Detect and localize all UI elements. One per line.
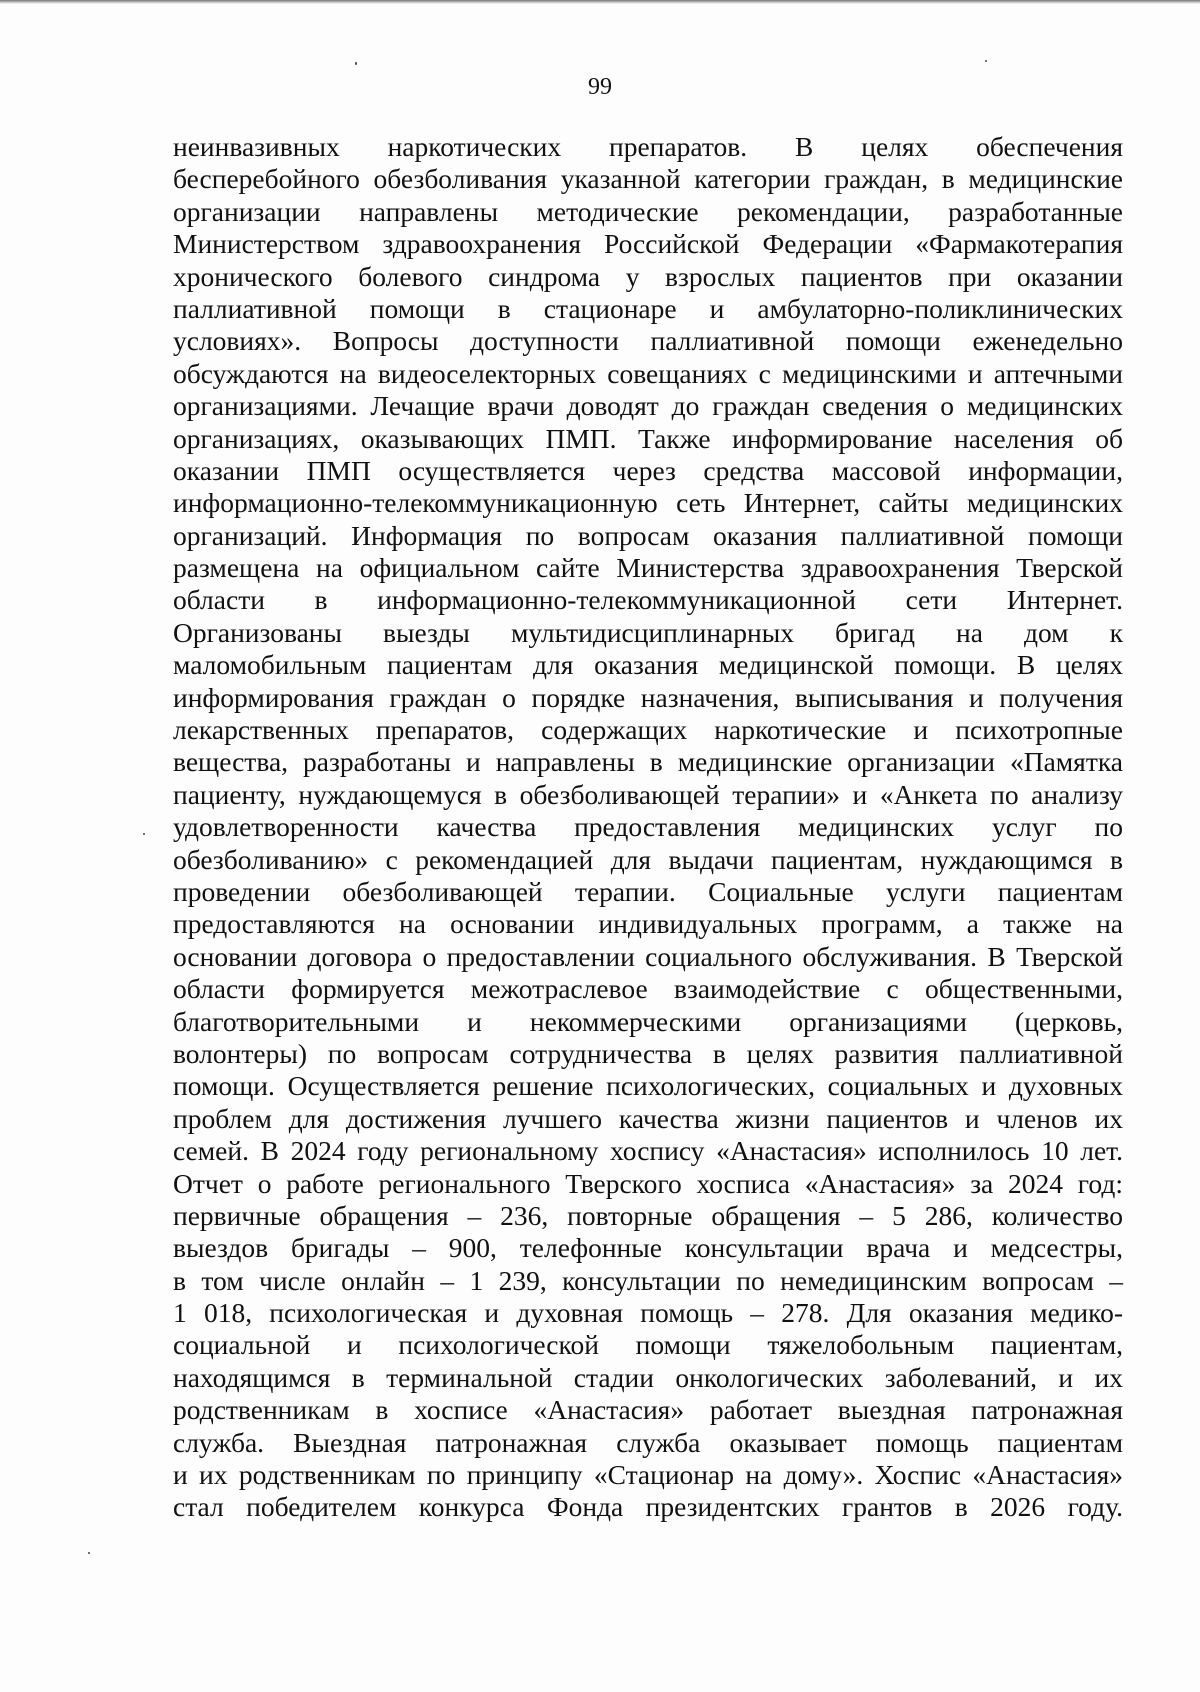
text-line: проведении обезболивающей терапии. Социальные услуги пациентам [173,875,1123,907]
text-line: пациенту, нуждающемуся в обезболивающей терапии» и «Анкета по анализу [173,778,1123,810]
scan-speck [985,60,987,62]
scan-speck [88,1552,90,1554]
page-number: 99 [588,74,612,100]
text-line: размещена на официальном сайте Министерства здравоохранения Тверской [173,552,1123,584]
text-line: семей. В 2024 году региональному хоспису «Анастасия» исполнилось 10 лет. [173,1135,1123,1167]
text-line: находящимся в терминальной стадии онкологических заболеваний, и их [173,1361,1123,1393]
text-line: стал победителем конкурса Фонда президентских грантов в 2026 году. [173,1491,1123,1523]
text-line: и их родственникам по принципу «Стационар на дому». Хоспис «Анастасия» [173,1459,1123,1491]
text-line: организациях, оказывающих ПМП. Также информирование населения об [173,422,1123,454]
text-line: выездов бригады – 900, телефонные консультации врача и медсестры, [173,1232,1123,1264]
text-line: помощи. Осуществляется решение психологических, социальных и духовных [173,1070,1123,1102]
text-line: проблем для достижения лучшего качества жизни пациентов и членов их [173,1102,1123,1134]
text-line: неинвазивных наркотических препаратов. В целях обеспечения [173,131,1123,162]
text-line: благотворительными и некоммерческими организациями (церковь, [173,1005,1123,1037]
text-line: служба. Выездная патронажная служба оказывает помощь пациентам [173,1426,1123,1458]
text-line: обсуждаются на видеоселекторных совещаниях с медицинскими и аптечными [173,357,1123,389]
text-line: предоставляются на основании индивидуальных программ, а также на [173,908,1123,940]
text-line: социальной и психологической помощи тяжелобольным пациентам, [173,1329,1123,1361]
text-line: маломобильным пациентам для оказания медицинской помощи. В целях [173,649,1123,681]
text-line: информирования граждан о порядке назначения, выписывания и получения [173,681,1123,713]
text-line: организаций. Информация по вопросам оказания паллиативной помощи [173,519,1123,551]
scan-speck [355,62,357,65]
text-line: организациями. Лечащие врачи доводят до граждан сведения о медицинских [173,390,1123,422]
text-line: Отчет о работе регионального Тверского хосписа «Анастасия» за 2024 год: [173,1167,1123,1199]
text-line: информационно-телекоммуникационную сеть Интернет, сайты медицинских [173,487,1123,519]
text-line: в том числе онлайн – 1 239, консультации по немедицинским вопросам – [173,1264,1123,1296]
text-line: хронического болевого синдрома у взрослых пациентов при оказании [173,260,1123,292]
text-line: организации направлены методические рекомендации, разработанные [173,195,1123,227]
text-line: лекарственных препаратов, содержащих наркотические и психотропные [173,714,1123,746]
text-line: волонтеры) по вопросам сотрудничества в целях развития паллиативной [173,1037,1123,1069]
text-line: удовлетворенности качества предоставления медицинских услуг по [173,811,1123,843]
text-line: Министерством здравоохранения Российской Федерации «Фармакотерапия [173,228,1123,260]
text-line: области формируется межотраслевое взаимодействие с общественными, [173,973,1123,1005]
text-line: области в информационно-телекоммуникационной сети Интернет. [173,584,1123,616]
text-line: вещества, разработаны и направлены в медицинские организации «Памятка [173,746,1123,778]
text-line: бесперебойного обезболивания указанной категории граждан, в медицинские [173,163,1123,195]
scan-top-edge [0,0,1200,4]
text-line: паллиативной помощи в стационаре и амбулаторно-поликлинических [173,292,1123,324]
text-line: обезболиванию» с рекомендацией для выдачи пациентам, нуждающимся в [173,843,1123,875]
text-line: основании договора о предоставлении социального обслуживания. В Тверской [173,940,1123,972]
body-paragraph [173,131,1123,1524]
text-line: родственникам в хосписе «Анастасия» работает выездная патронажная [173,1394,1123,1426]
scan-speck [143,833,145,835]
text-line: условиях». Вопросы доступности паллиативной помощи еженедельно [173,325,1123,357]
text-line: Организованы выезды мультидисциплинарных бригад на дом к [173,616,1123,648]
text-line: 1 018, психологическая и духовная помощь – 278. Для оказания медико- [173,1297,1123,1329]
text-line: оказании ПМП осуществляется через средства массовой информации, [173,454,1123,486]
text-line: первичные обращения – 236, повторные обращения – 5 286, количество [173,1199,1123,1231]
